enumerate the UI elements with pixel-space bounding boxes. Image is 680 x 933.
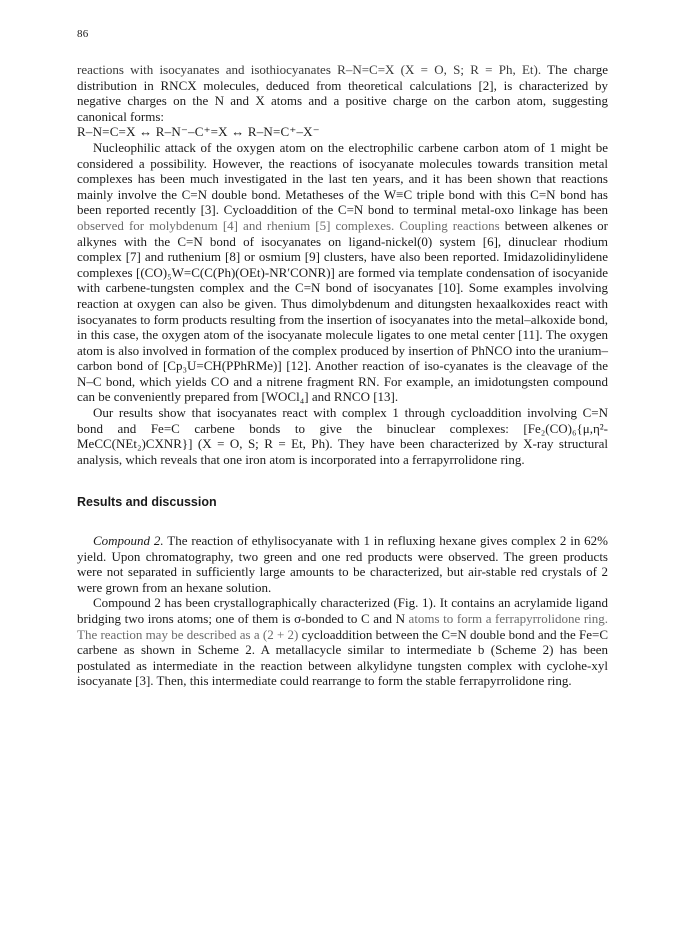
paragraph-crystallography [77,595,608,689]
paragraph-our-results: Our results show that isocyanates react with complex 1 through cycloaddition involving C=N bond and Fe=C carbene bonds to give the binuclear complexes: [Fe₂(CO)₆{μ,η²-MeCC(NEt₂)CXNR}] (X = O, S; R = Et, Ph). They have been characterized by X-ray structural analysis, which reveals that one iron atom is incorporated into a ferrapyrrolidone ring. [77,405,608,467]
paragraph-text: Compound 2 has been crystallographically characterized (Fig. 1). It contains an acrylamide ligand bridging two irons atoms; one of them is σ-bonded to C and N [77,595,608,626]
article-body [77,62,608,689]
paragraph-faint-line: atoms to form a ferrapyrrolidone ring. The reaction may be described as a (2 + 2) [77,611,609,642]
paragraph-faint-line: observed for molybdenum [4] and rhenium [5] complexes. Coupling reactions [77,217,500,233]
intro-first-line: reactions with isocyanates and isothiocyanates R–N=C=X (X = O, S; R = Ph, Et). [77,62,542,77]
page-number: 86 [77,28,89,40]
canonical-forms-formula: R–N=C=X ↔ R–N⁻–C⁺=X ↔ R–N=C⁺–X⁻ [77,124,320,140]
compound-label: Compound 2. [93,533,164,549]
paragraph-text: between alkenes or alkynes with the C=N bond of isocyanates on ligand-nickel(0) system [6], dinuclear rhodium complex [7] and ruthenium [8] or osmium [9] clusters, have also been reported. Imidazolidinylidene complexes [(CO)₅W=C(C(Ph)(OEt)-NR′CONR)] are formed via template condensation of isocyanide with carbene-tungsten complex and the C=N bond of isocyanates [10]. Some examples involving reaction at oxygen can also be given. Thus dimolybdenum and ditungsten hexaalkoxides react with isocyanates to form products resulting from the insertion of isocyanates into the metal–alkoxide bond, in this case, the oxygen atom of the isocyanate molecule ligates to one metal center [11]. The oxygen atom is also involved in formation of the complex produced by insertion of PhNCO into the uranium–carbon bond of [Cp₃U=CH(PPhRMe)] [12]. Another reaction of iso-cyanates is the cleavage of the N–C bond, which yields CO and a nitrene fragment RN. For example, an imidotungsten compound can be conveniently prepared from [WOCl₄] and RNCO [13]. [77,217,609,405]
paragraph-text: cycloaddition between the C=N double bond and the Fe=C carbene as shown in Scheme 2. A metallacycle similar to intermediate b (Scheme 2) has been postulated as intermediate in the reaction between alkylidyne tungsten complex with cyclohe-xyl isocyanate [3]. Then, this intermediate could rearrange to form the stable ferrapyrrolidone ring. [77,626,609,689]
paragraph-compound-2 [77,533,608,595]
paragraph-text: Nucleophilic attack of the oxygen atom on the electrophilic carbene carbon atom of 1 might be considered a possibility. However, the reactions of isocyanate molecules towards transition metal complexes has been much investigated in the last ten years, and it has been shown that reactions mainly involve the C=N double bond. Metatheses of the W≡C triple bond with this C=N bond has been reported recently [3]. Cycloaddition of the C=N bond to terminal metal-oxo linkage has been [77,139,608,218]
paragraph-text: The reaction of ethylisocyanate with 1 in refluxing hexane gives complex 2 in 62% yield. Upon chromatography, two green and one red products were observed. The green products were not separated in sufficiently large amounts to be characterized, but air-stable red crystals of 2 were grown from an hexane solution. [77,533,609,595]
section-heading: Results and discussion [77,495,217,510]
intro-paragraph [77,62,608,124]
intro-text: The charge distribution in RNCX molecules, deduced from theoretical calculations [2], is characterized by negative charges on the N and X atoms and a positive charge on the carbon atom, suggesting canonical forms: [77,62,609,124]
paragraph-nucleophilic-attack [77,140,608,405]
